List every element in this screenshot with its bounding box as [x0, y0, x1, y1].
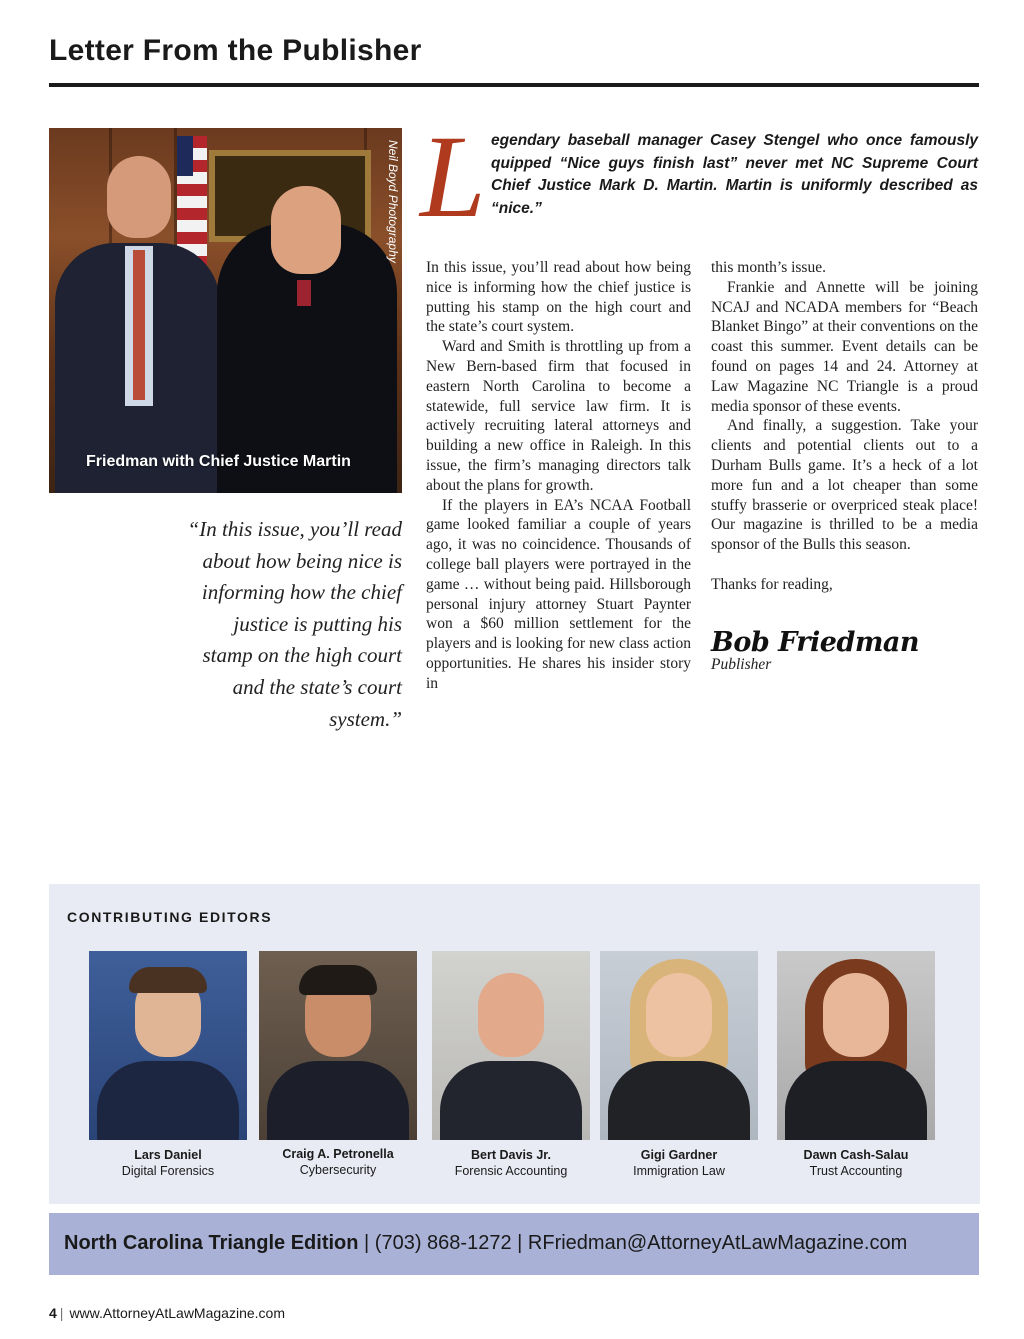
editor-photo [432, 951, 590, 1140]
article-paragraph: this month’s issue. [711, 259, 826, 276]
photo-credit: Neil Boyd Photography [386, 140, 400, 263]
editor-photo [259, 951, 417, 1140]
article-paragraph: Frankie and Annette will be joining NCAJ and NCADA members for “Beach Blanket Bingo” at their conventions on the coast this summer. Event details can be found on pages 14 and 24. Attorney at Law Magazine NC Triangle is a proud media sponsor of these events. [711, 278, 978, 415]
signature: Bob Friedman [711, 626, 920, 658]
editor-role: Forensic Accounting [454, 1164, 568, 1178]
editor-name: Dawn Cash-Salau [803, 1148, 909, 1162]
drop-cap: L [420, 111, 486, 242]
hero-photo [49, 128, 402, 493]
closing-line: Thanks for reading, [711, 575, 833, 593]
contact-email-link[interactable]: RFriedman@AttorneyAtLawMagazine.com [527, 1232, 908, 1254]
footer-separator: | [59, 1305, 64, 1321]
editor-name: Gigi Gardner [640, 1148, 718, 1162]
editor-name: Lars Daniel [134, 1148, 202, 1162]
contact-line [64, 1232, 907, 1255]
editors-heading: CONTRIBUTING EDITORS [67, 909, 273, 925]
editor-role: Immigration Law [633, 1164, 725, 1178]
editor-name: Craig A. Petronella [282, 1147, 394, 1161]
editor-role: Cybersecurity [299, 1163, 377, 1177]
page-title: Letter From the Publisher [49, 34, 422, 67]
intro-text: egendary baseball manager Casey Stengel who once famously quipped “Nice guys finish last” never met NC Supreme Court Chief Justice Mark D. Martin. Martin is uniformly described as “nice.” [491, 132, 978, 217]
article-paragraph: And finally, a suggestion. Take your clients and potential clients out to a Durham Bulls game. It’s a heck of a lot more fun and a lot cheaper than some stuffy brasserie or overpriced steak place! Our magazine is thrilled to be a media sponsor of the Bulls this season. [711, 417, 978, 554]
page-footer [49, 1305, 285, 1321]
website-link[interactable]: www.AttorneyAtLawMagazine.com [69, 1305, 285, 1321]
pull-quote: “In this issue, you’ll read about how being nice is informing how the chief justice is putting his stamp on the high court and the state’s court system.” [187, 517, 402, 731]
article-column-left [426, 258, 691, 694]
article-paragraph: If the players in EA’s NCAA Football game looked familiar a couple of years ago, it was no coincidence. Thousands of college ball players were portrayed in the game … without being paid. Hillsborough personal injury attorney Stuart Paynter won a $60 million settlement for the players and is looking for new class action opportunities. He shares his insider story in [426, 496, 691, 692]
contact-separator: | [517, 1232, 523, 1254]
page-number: 4 [49, 1305, 57, 1321]
editor-photo [89, 951, 247, 1140]
editor-photo [600, 951, 758, 1140]
photo-caption: Friedman with Chief Justice Martin [86, 453, 351, 470]
editor-name: Bert Davis Jr. [471, 1148, 551, 1162]
signer-title: Publisher [711, 655, 772, 673]
editor-role: Digital Forensics [121, 1164, 215, 1178]
article-paragraph: In this issue, you’ll read about how being nice is informing how the chief justice is putting his stamp on the high court and the state’s court system. [426, 259, 691, 336]
article-column-right [711, 258, 978, 674]
title-rule [49, 83, 979, 87]
article-paragraph: Ward and Smith is throttling up from a New Bern-based firm that focused in eastern North Carolina to become a statewide, full service law firm. It is actively recruiting lateral attorneys and building a new office in Raleigh. In this issue, the firm’s managing directors talk about the plans for growth. [426, 338, 691, 494]
contact-phone[interactable]: (703) 868-1272 [374, 1232, 512, 1254]
edition-label: North Carolina Triangle Edition [64, 1232, 359, 1254]
contact-separator: | [364, 1232, 370, 1254]
editor-photo [777, 951, 935, 1140]
editor-role: Trust Accounting [809, 1164, 903, 1178]
